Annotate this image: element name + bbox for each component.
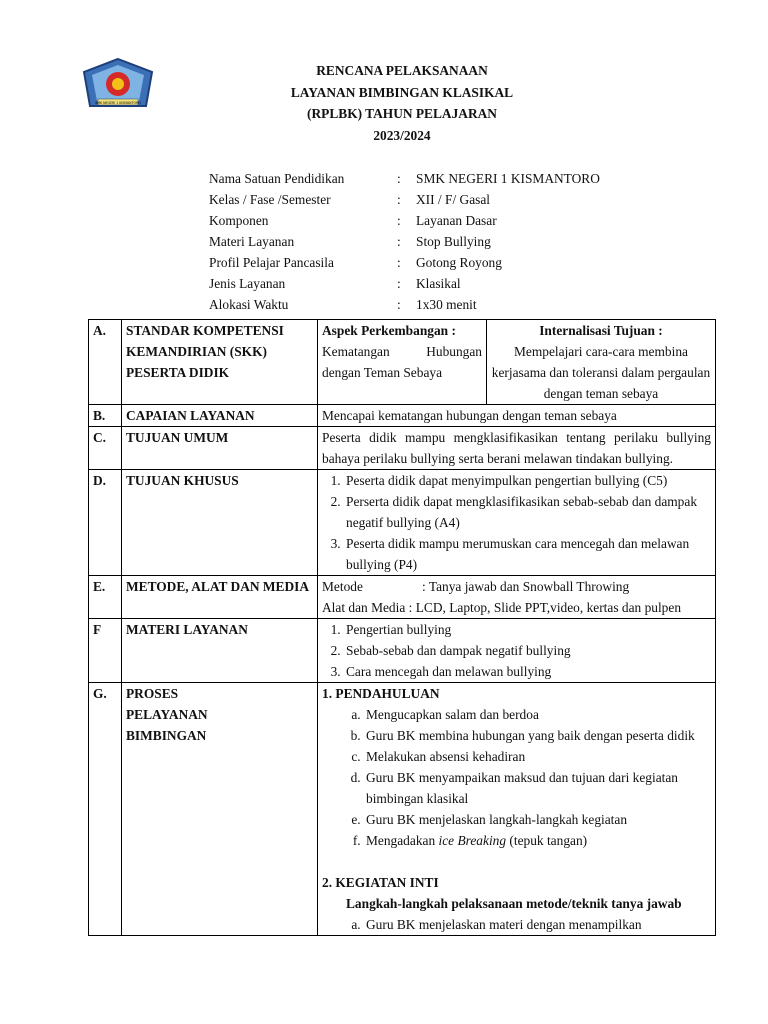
info-label: Profil Pelajar Pancasila	[209, 255, 334, 270]
internalisasi-cell	[487, 320, 716, 404]
row-code: C.	[89, 427, 122, 470]
school-logo	[80, 56, 156, 112]
info-label: Materi Layanan	[209, 234, 295, 249]
info-colon: :	[397, 192, 401, 207]
section-title-kegiatan-inti: 2. KEGIATAN INTI	[322, 875, 439, 890]
row-heading: METODE, ALAT DAN MEDIA	[122, 576, 318, 619]
info-label: Alokasi Waktu	[209, 297, 289, 312]
info-label: Nama Satuan Pendidikan	[209, 171, 345, 186]
info-colon: :	[397, 171, 401, 186]
info-value: Gotong Royong	[416, 255, 502, 270]
row-code: G.	[89, 683, 122, 936]
alat-value: : LCD, Laptop, Slide PPT,video, kertas dan pulpen	[408, 600, 682, 615]
materi-list	[322, 619, 711, 682]
rplbk-table	[88, 319, 716, 936]
row-heading: TUJUAN KHUSUS	[122, 470, 318, 576]
proses-cell	[318, 683, 716, 936]
list-item: 2. Perserta didik dapat mengklasifikasikan sebab-sebab dan dampak negatif bullying (A4)	[344, 491, 711, 533]
row-code: D.	[89, 470, 122, 576]
info-label: Jenis Layanan	[209, 276, 286, 291]
info-colon: :	[397, 213, 401, 228]
metode-line	[322, 576, 711, 597]
tujuan-khusus-cell	[318, 470, 716, 576]
list-item: 3. Cara mencegah dan melawan bullying	[344, 661, 711, 682]
title-line-1: RENCANA PELAKSANAAN	[316, 63, 488, 78]
materi-cell	[318, 619, 716, 683]
row-b	[89, 405, 716, 427]
alat-line	[322, 597, 711, 618]
row-heading: STANDAR KOMPETENSI KEMANDIRIAN (SKK) PESERTA DIDIK	[122, 320, 318, 405]
internalisasi-title: Internalisasi Tujuan :	[539, 323, 663, 338]
row-code: A.	[89, 320, 122, 405]
svg-text:SMK NEGERI 1 KISMANTORO: SMK NEGERI 1 KISMANTORO	[95, 100, 141, 105]
list-item: b. Guru BK membina hubungan yang baik dengan peserta didik	[364, 725, 711, 746]
row-f	[89, 619, 716, 683]
text: Mengadakan	[366, 833, 439, 848]
row-e	[89, 576, 716, 619]
list-item: d. Guru BK menyampaikan maksud dan tujuan dari kegiatan bimbingan klasikal	[364, 767, 711, 809]
capaian-value: Mencapai kematangan hubungan dengan teman sebaya	[318, 405, 716, 427]
info-value: 1x30 menit	[416, 297, 477, 312]
pendahuluan-list	[322, 704, 711, 851]
metode-value: : Tanya jawab dan Snowball Throwing	[422, 579, 630, 594]
title-line-4: 2023/2024	[373, 127, 431, 143]
row-heading: PROSES PELAYANAN BIMBINGAN	[122, 683, 318, 936]
section-subtitle: Langkah-langkah pelaksanaan metode/teknik tanya jawab	[346, 896, 682, 911]
row-d	[89, 470, 716, 576]
row-g	[89, 683, 716, 936]
row-a	[89, 320, 716, 405]
info-value: Stop Bullying	[416, 234, 491, 249]
info-value: Klasikal	[416, 276, 461, 291]
info-colon: :	[397, 276, 401, 291]
aspek-value: Kematangan Hubungan dengan Teman Sebaya	[322, 344, 482, 380]
row-c	[89, 427, 716, 470]
list-item	[364, 830, 711, 851]
skk-inner-table	[318, 320, 715, 404]
skk-cell	[318, 320, 716, 405]
info-colon: :	[397, 234, 401, 249]
list-item: e. Guru BK menjelaskan langkah-langkah kegiatan	[364, 809, 711, 830]
list-item: c. Melakukan absensi kehadiran	[364, 746, 711, 767]
info-colon: :	[397, 255, 401, 270]
document-title	[160, 60, 644, 146]
info-label: Kelas / Fase /Semester	[209, 192, 331, 207]
aspek-title: Aspek Perkembangan :	[322, 323, 456, 338]
info-value: XII / F/ Gasal	[416, 192, 491, 207]
row-heading: MATERI LAYANAN	[122, 619, 318, 683]
tujuan-umum-value: Peserta didik mampu mengklasifikasikan tentang perilaku bullying bahaya perilaku bullying serta berani melawan tindakan bullying.	[318, 427, 716, 470]
section-title-pendahuluan: 1. PENDAHULUAN	[322, 686, 440, 701]
title-line-3: (RPLBK) TAHUN PELAJARAN	[307, 106, 497, 121]
list-item: 3. Peserta didik mampu merumuskan cara mencegah dan melawan bullying (P4)	[344, 533, 711, 575]
kegiatan-inti-list	[322, 914, 711, 935]
info-value: Layanan Dasar	[416, 213, 497, 228]
list-item: 1. Peserta didik dapat menyimpulkan pengertian bullying (C5)	[344, 470, 711, 491]
list-item: 2. Sebab-sebab dan dampak negatif bullying	[344, 640, 711, 661]
row-heading: TUJUAN UMUM	[122, 427, 318, 470]
row-code: F	[89, 619, 122, 683]
row-code: B.	[89, 405, 122, 427]
text: (tepuk tangan)	[506, 833, 588, 848]
list-item: a. Guru BK menjelaskan materi dengan menampilkan	[364, 914, 711, 935]
info-label: Komponen	[209, 213, 269, 228]
emphasis: ice Breaking	[438, 833, 507, 848]
list-item: 1. Pengertian bullying	[344, 619, 711, 640]
list-item: a. Mengucapkan salam dan berdoa	[364, 704, 711, 725]
metode-cell	[318, 576, 716, 619]
row-code: E.	[89, 576, 122, 619]
alat-label: Alat dan Media	[322, 600, 406, 615]
metode-label: Metode	[322, 579, 363, 594]
row-heading: CAPAIAN LAYANAN	[122, 405, 318, 427]
tujuan-khusus-list	[322, 470, 711, 575]
internalisasi-value: Mempelajari cara-cara membina kerjasama dan toleransi dalam pergaulan dengan teman sebaya	[491, 344, 711, 401]
aspek-cell	[318, 320, 487, 404]
title-line-2: LAYANAN BIMBINGAN KLASIKAL	[290, 84, 514, 100]
info-value: SMK NEGERI 1 KISMANTORO	[416, 171, 600, 186]
info-colon: :	[397, 297, 401, 312]
